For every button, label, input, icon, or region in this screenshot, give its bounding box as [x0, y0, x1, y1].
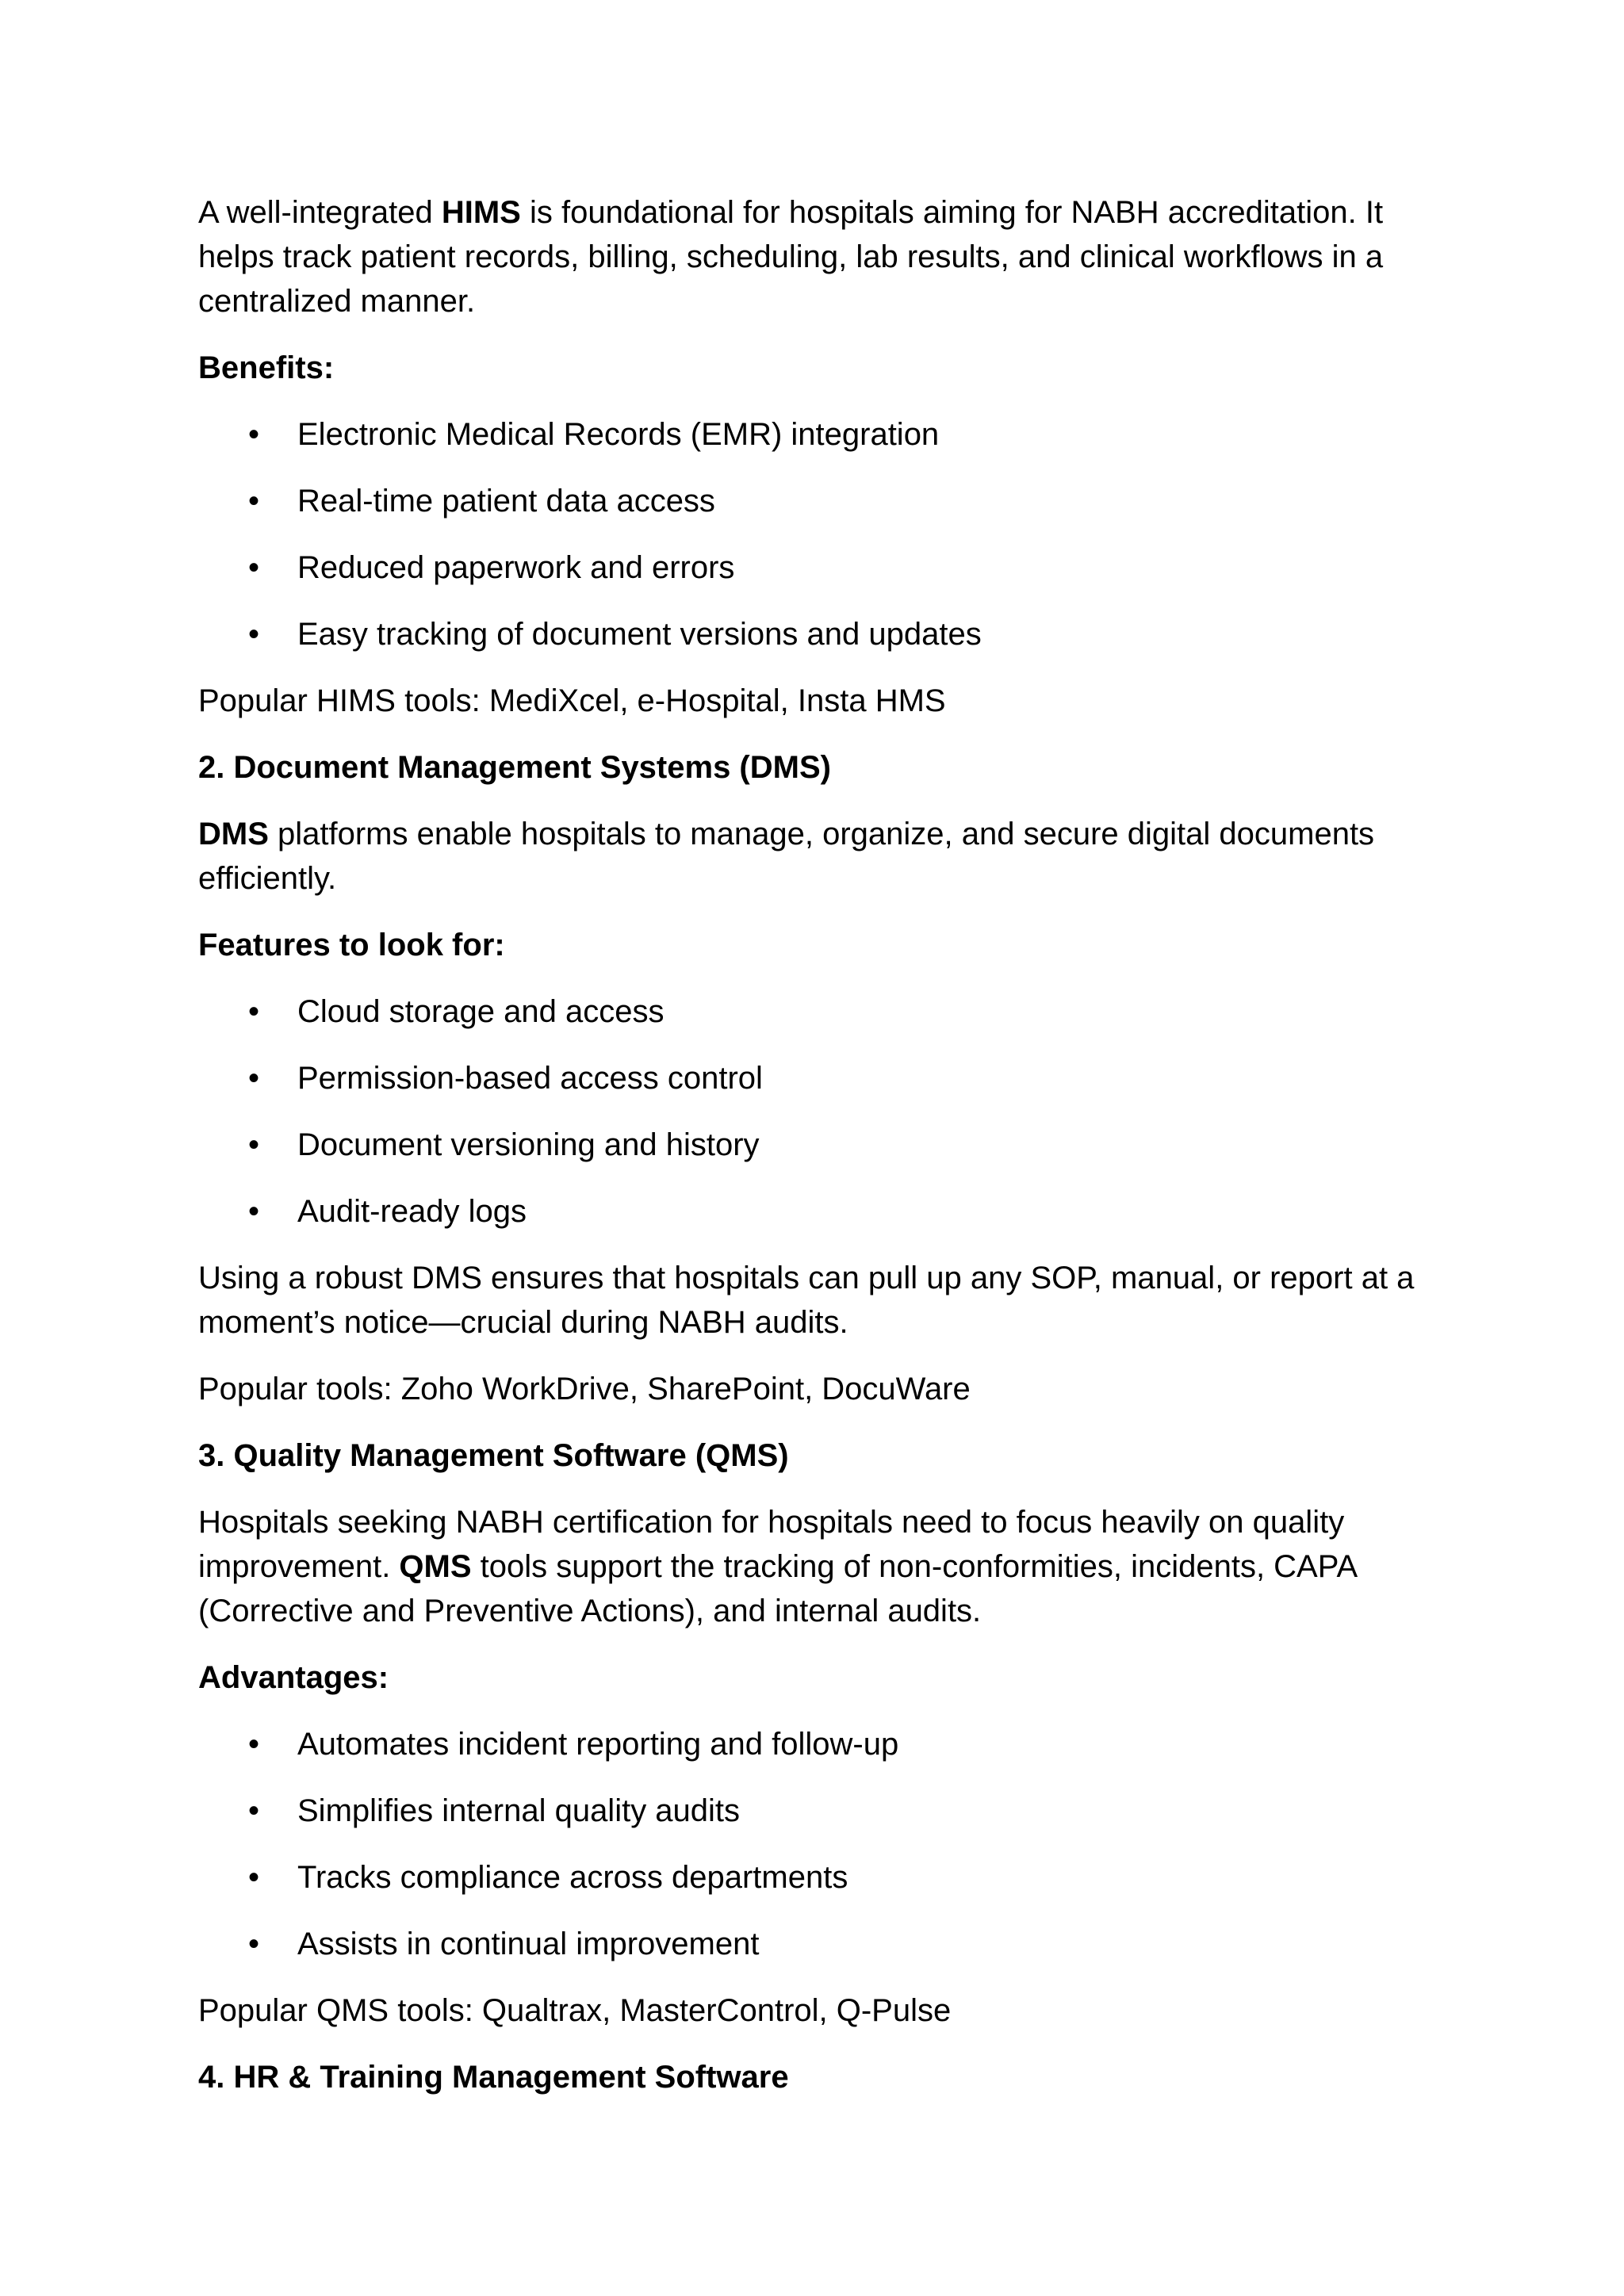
- list-item: • Tracks compliance across departments: [198, 1855, 1435, 1900]
- bullet-icon: •: [248, 1061, 260, 1096]
- bullet-icon: •: [248, 1927, 260, 1961]
- hims-term: HIMS: [441, 195, 521, 230]
- bullet-icon: •: [248, 417, 260, 452]
- section-2-heading: 2. Document Management Systems (DMS): [198, 750, 831, 785]
- hims-tools-line: Popular HIMS tools: MediXcel, e-Hospital, Insta HMS: [198, 683, 946, 718]
- hims-intro-paragraph: A well-integrated HIMS is foundational for hospitals aiming for NABH accreditation. It helps track patient records, billing, scheduling, lab results, and clinical workflows in a centralized manner.: [198, 195, 1384, 319]
- list-item: • Assists in continual improvement: [198, 1922, 1435, 1966]
- list-item: • Audit-ready logs: [198, 1189, 1435, 1234]
- document-page: [198, 190, 1435, 2122]
- advantages-list: [198, 1722, 1435, 1966]
- list-item: • Cloud storage and access: [198, 989, 1435, 1034]
- bullet-icon: •: [248, 550, 260, 585]
- bullet-icon: •: [248, 1194, 260, 1229]
- qms-term: QMS: [399, 1549, 472, 1584]
- benefits-heading: Benefits:: [198, 350, 335, 385]
- qms-intro-paragraph: Hospitals seeking NABH certification for hospitals need to focus heavily on quality improvement. QMS tools support the tracking of non-conformities, incidents, CAPA (Corrective and Preventive Actions), and internal audits.: [198, 1505, 1356, 1628]
- qms-tools-line: Popular QMS tools: Qualtrax, MasterControl, Q-Pulse: [198, 1993, 952, 2028]
- list-item: • Document versioning and history: [198, 1123, 1435, 1167]
- dms-intro-paragraph: DMS platforms enable hospitals to manage, organize, and secure digital documents efficiently.: [198, 817, 1375, 896]
- dms-term: DMS: [198, 817, 269, 851]
- list-item: • Easy tracking of document versions and updates: [198, 612, 1435, 656]
- list-item: • Electronic Medical Records (EMR) integration: [198, 412, 1435, 457]
- features-heading: Features to look for:: [198, 928, 505, 962]
- bullet-icon: •: [248, 1727, 260, 1762]
- list-item: • Real-time patient data access: [198, 479, 1435, 523]
- section-3-heading: 3. Quality Management Software (QMS): [198, 1438, 789, 1473]
- features-list: [198, 989, 1435, 1234]
- advantages-heading: Advantages:: [198, 1660, 389, 1695]
- list-item: • Permission-based access control: [198, 1056, 1435, 1100]
- list-item: • Reduced paperwork and errors: [198, 545, 1435, 590]
- bullet-icon: •: [248, 1793, 260, 1828]
- list-item: • Automates incident reporting and follow-up: [198, 1722, 1435, 1766]
- bullet-icon: •: [248, 1860, 260, 1895]
- bullet-icon: •: [248, 1127, 260, 1162]
- bullet-icon: •: [248, 617, 260, 652]
- dms-tools-line: Popular tools: Zoho WorkDrive, SharePoint, DocuWare: [198, 1372, 971, 1406]
- section-4-heading: 4. HR & Training Management Software: [198, 2060, 789, 2095]
- benefits-list: [198, 412, 1435, 656]
- bullet-icon: •: [248, 484, 260, 519]
- bullet-icon: •: [248, 994, 260, 1029]
- list-item: • Simplifies internal quality audits: [198, 1789, 1435, 1833]
- dms-note-paragraph: Using a robust DMS ensures that hospitals can pull up any SOP, manual, or report at a moment’s notice—crucial during NABH audits.: [198, 1261, 1415, 1340]
